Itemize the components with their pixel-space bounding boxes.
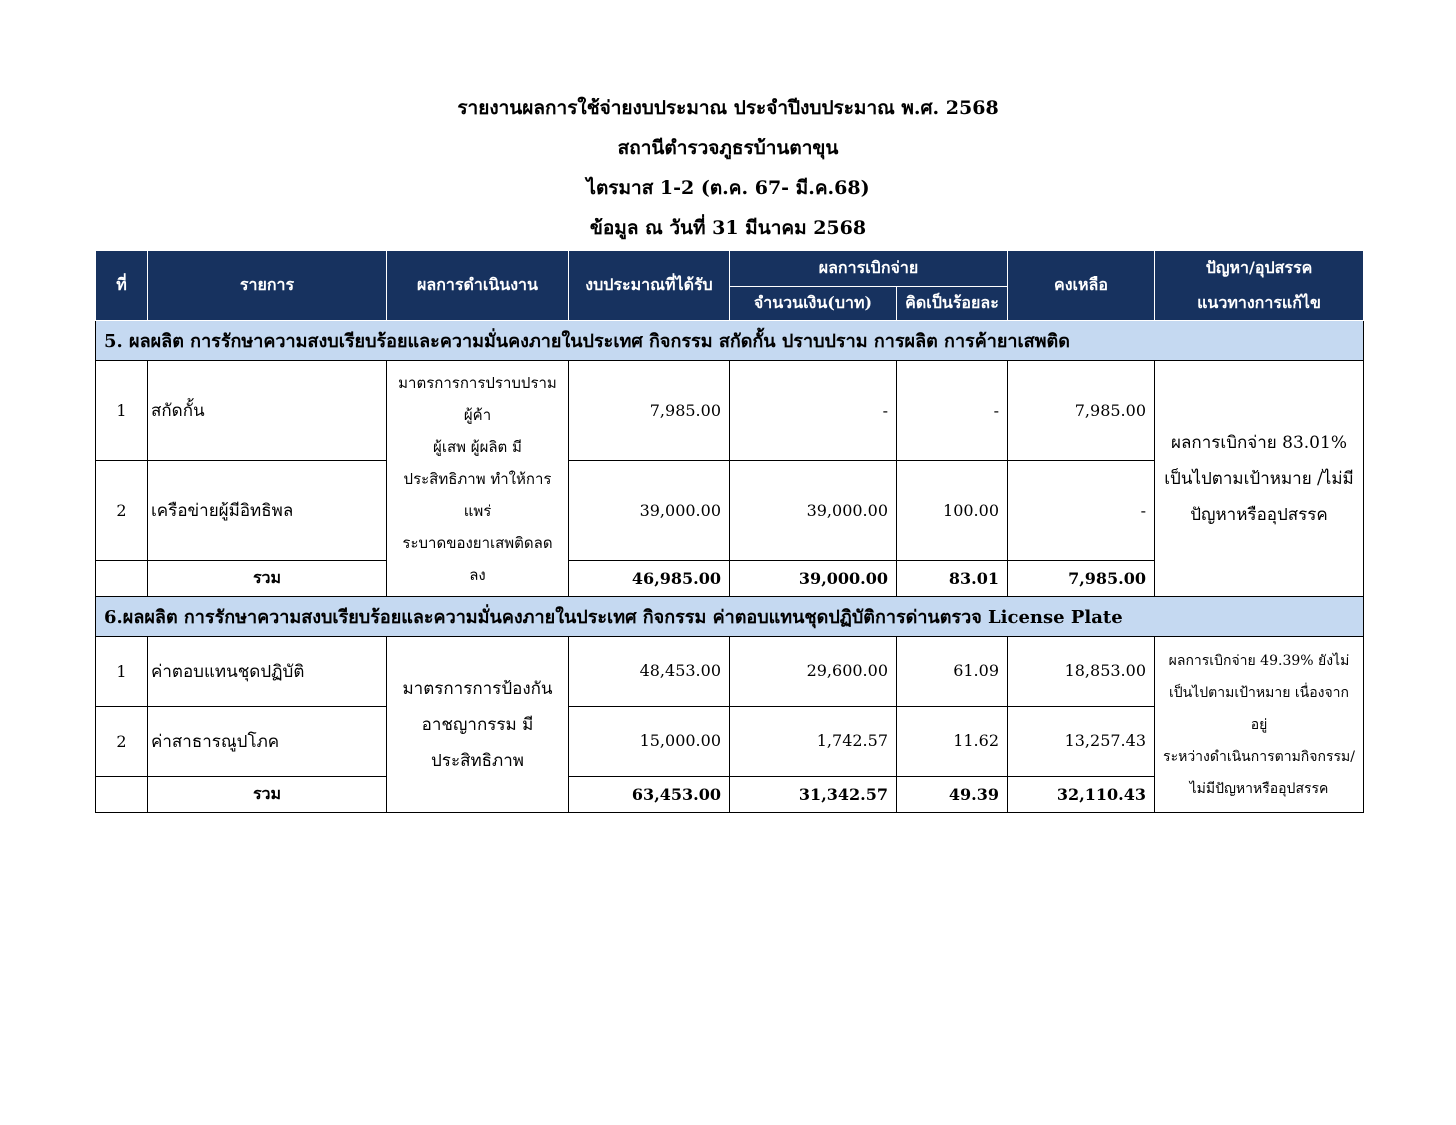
col-header-item: รายการ [148,251,387,321]
col-header-performance: ผลการดำเนินงาน [387,251,569,321]
total-budget: 63,453.00 [569,777,730,813]
row-budget: 48,453.00 [569,637,730,707]
total-percent: 49.39 [897,777,1008,813]
col-header-percent: คิดเป็นร้อยละ [897,287,1008,321]
row-percent: 61.09 [897,637,1008,707]
performance-line: ระบาดของยาเสพติดลดลง [402,533,553,584]
row-item: ค่าสาธารณูปโภค [148,707,387,777]
row-no: 2 [96,461,148,561]
section-6-title: 6.ผลผลิต การรักษาความสงบเรียบร้อยและความมั่นคงภายในประเทศ กิจกรรม ค่าตอบแทนชุดปฏิบัติการด่านตรวจ License Plate [96,597,1364,637]
note-line: เป็นไปตามเป้าหมาย /ไม่มี [1164,468,1354,489]
section-5-title: 5. ผลผลิต การรักษาความสงบเรียบร้อยและความมั่นคงภายในประเทศ กิจกรรม สกัดกั้น ปราบปราม การผลิต การค้ายาเสพติด [96,321,1364,361]
section-5-note [1155,361,1364,597]
col-header-problems-line2: แนวทางการแก้ไข [1197,292,1321,312]
total-label: รวม [148,777,387,813]
note-line: ผลการเบิกจ่าย 83.01% [1171,432,1347,453]
performance-line: ประสิทธิภาพ [431,750,524,771]
col-header-problems [1155,251,1364,321]
budget-report-table [95,250,1364,813]
note-line: ไม่มีปัญหาหรืออุปสรรค [1189,780,1329,797]
quarter-label: ไตรมาส 1-2 (ต.ค. 67- มี.ค.68) [586,177,870,199]
row-amount: 29,600.00 [730,637,897,707]
performance-line: ผู้เสพ ผู้ผลิต มี [433,437,522,456]
row-remaining: 7,985.00 [1008,361,1155,461]
row-remaining: 18,853.00 [1008,637,1155,707]
col-header-no: ที่ [96,251,148,321]
table-row [96,637,1364,707]
performance-line: ประสิทธิภาพ ทำให้การแพร่ [403,469,552,520]
station-name: สถานีตำรวจภูธรบ้านตาขุน [617,137,839,159]
row-no: 1 [96,637,148,707]
note-line: ปัญหาหรืออุปสรรค [1190,504,1328,525]
section-5-performance [387,361,569,597]
row-item: สกัดกั้น [148,361,387,461]
row-remaining: 13,257.43 [1008,707,1155,777]
row-no: 2 [96,707,148,777]
performance-line: มาตรการการป้องกัน [402,678,553,699]
row-item: ค่าตอบแทนชุดปฏิบัติ [148,637,387,707]
section-5-title-row [96,321,1364,361]
row-budget: 15,000.00 [569,707,730,777]
total-budget: 46,985.00 [569,561,730,597]
total-no-empty [96,561,148,597]
performance-line: มาตรการการปราบปรามผู้ค้า [398,373,557,424]
data-date: ข้อมูล ณ วันที่ 31 มีนาคม 2568 [589,217,867,239]
row-percent: - [897,361,1008,461]
table-row [96,361,1364,461]
note-line: เป็นไปตามเป้าหมาย เนื่องจากอยู่ [1169,684,1349,733]
performance-line: อาชญากรรม มี [421,714,534,735]
col-header-disbursement: ผลการเบิกจ่าย [730,251,1008,287]
col-header-remaining: คงเหลือ [1008,251,1155,321]
row-remaining: - [1008,461,1155,561]
row-budget: 39,000.00 [569,461,730,561]
col-header-problems-line1: ปัญหา/อุปสรรค [1205,257,1313,277]
total-amount: 31,342.57 [730,777,897,813]
row-amount: 39,000.00 [730,461,897,561]
total-percent: 83.01 [897,561,1008,597]
row-budget: 7,985.00 [569,361,730,461]
total-amount: 39,000.00 [730,561,897,597]
row-item: เครือข่ายผู้มีอิทธิพล [148,461,387,561]
section-6-note [1155,637,1364,813]
col-header-amount: จำนวนเงิน(บาท) [730,287,897,321]
report-title: รายงานผลการใช้จ่ายงบประมาณ ประจำปีงบประมาณ พ.ศ. 2568 [457,97,999,119]
total-remaining: 7,985.00 [1008,561,1155,597]
total-label: รวม [148,561,387,597]
total-remaining: 32,110.43 [1008,777,1155,813]
row-percent: 100.00 [897,461,1008,561]
col-header-budget: งบประมาณที่ได้รับ [569,251,730,321]
row-no: 1 [96,361,148,461]
note-line: ผลการเบิกจ่าย 49.39% ยังไม่ [1168,652,1350,669]
total-no-empty [96,777,148,813]
section-6-performance [387,637,569,813]
note-line: ระหว่างดำเนินการตามกิจกรรม/ [1163,748,1355,765]
row-percent: 11.62 [897,707,1008,777]
section-6-title-row [96,597,1364,637]
header-row-1 [96,251,1364,287]
row-amount: 1,742.57 [730,707,897,777]
row-amount: - [730,361,897,461]
report-title-block [0,92,1456,252]
